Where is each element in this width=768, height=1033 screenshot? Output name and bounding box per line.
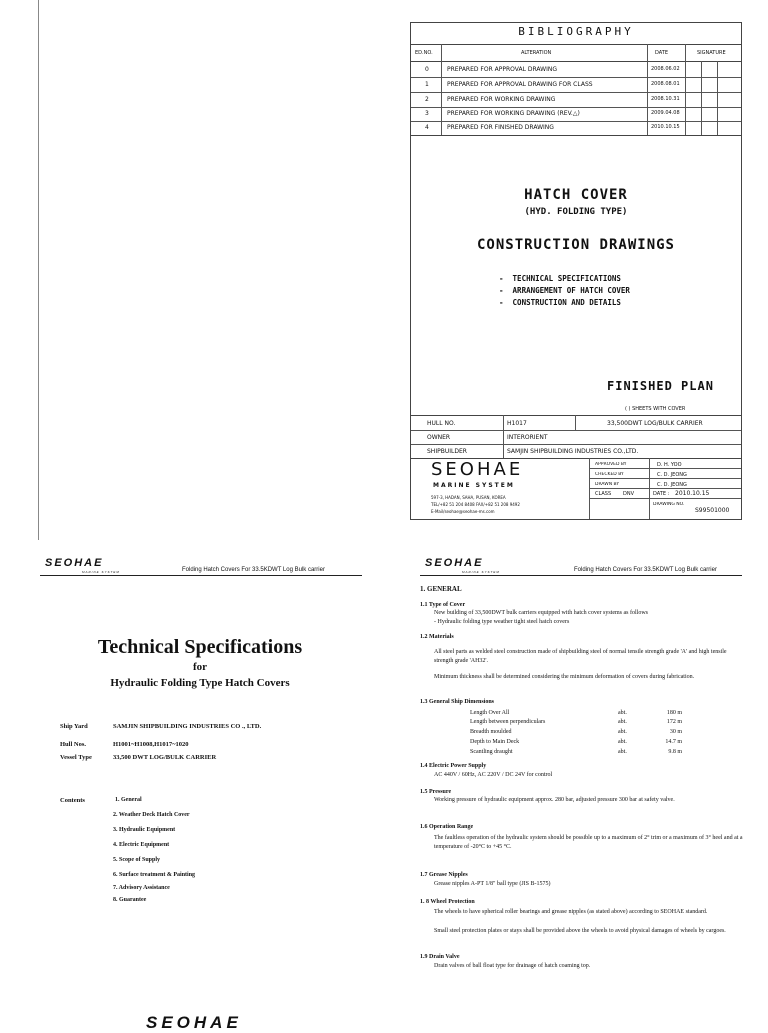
seohae-logo: SEOHAE [431,459,524,480]
paragraph: The faultless operation of the hydraulic system should be possible up to a maximum of 2° trim or a maximum of 3° heel and at a temperature of -20°C to +45 °C. [434,835,743,850]
vessel-description: 33,500DWT LOG/BULK CARRIER [607,420,703,427]
approved-by-value: D. H. YOO [657,462,682,468]
contents-item: 6. Surface treatment & Painting [113,872,196,878]
info-value: H1001~H1008,H1017~1020 [113,741,189,748]
col-header-date: DATE [655,50,669,56]
revision-date: 2008.10.31 [651,96,680,102]
section-heading: 1. GENERAL [420,585,462,593]
dimension-abt: abt. [618,729,627,735]
header-rule [40,575,362,576]
approved-by-label: APPROVED BY [595,462,627,467]
paragraph: - Hydraulic folding type weather tight steel hatch covers [434,619,570,625]
dimension-label: Scantling draught [470,749,513,755]
revision-no: 2 [425,96,429,103]
dimension-label: Breadth moulded [470,729,512,735]
paragraph: Small steel protection plates or stays shall be provided above the wheels to avoid physical damages of wheels by cargoes. [434,928,726,934]
sheet-content-item: - CONSTRUCTION AND DETAILS [499,298,621,307]
contents-item: 7. Advisory Assistance [113,885,170,891]
dimension-value: 180 m [666,710,682,716]
address-line: TEL/+82 51 204 8408 FAX/+82 51 208 9492 [431,502,520,507]
bibliography-title: BIBLIOGRAPHY [518,25,634,38]
class-label: CLASS [595,491,612,497]
paragraph: Drain valves of ball float type for drainage of hatch coaming top. [434,963,591,969]
revision-no: 0 [425,66,429,73]
drawn-by-label: DRAWN BY [595,482,620,487]
contents-item: 3. Hydraulic Equipment [113,827,176,833]
info-label: Vessel Type [60,754,92,761]
dimension-value: 30 m [669,729,682,735]
drawing-main-title: CONSTRUCTION DRAWINGS [476,237,675,253]
dimension-value: 9.8 m [668,749,682,755]
subsection-heading: 1.4 Electric Power Supply [420,763,487,769]
subsection-heading: 1.9 Drain Valve [420,954,460,960]
col-header-alteration: ALTERATION [521,50,552,56]
revision-alteration: PREPARED FOR APPROVAL DRAWING [447,66,558,73]
header-logo-subtitle: MARINE SYSTEM [462,570,500,574]
sheet-content-item: - ARRANGEMENT OF HATCH COVER [499,286,630,295]
sheets-note: ( ) SHEETS WITH COVER [625,406,686,412]
subsection-heading: 1.2 Materials [420,634,454,640]
contents-item: 5. Scope of Supply [113,857,161,863]
drawing-title: HATCH COVER [524,187,628,203]
revision-date: 2009.04.08 [651,110,680,116]
revision-no: 3 [425,110,429,117]
contents-item: 4. Electric Equipment [113,842,170,848]
checked-by-label: CHECKED BY [595,472,624,477]
plan-status: FINISHED PLAN [607,379,714,393]
header-title: Folding Hatch Covers For 33.5KDWT Log Bulk carrier [182,567,325,573]
hull-no-label: HULL NO. [427,420,456,427]
address-line: 597-3, HADAN, SAHA, PUSAN, KOREA [431,495,506,500]
drawn-by-value: C. D. JEONG [657,482,687,488]
seohae-logo-subtitle: MARINE SYSTEM [433,482,515,489]
paragraph: All steel parts as welded steel construction made of shipbuilding steel of normal tensile strength grade 'A' and high tensile strength grade 'AH32'. [434,649,727,664]
drawing-no-value: S99501000 [695,507,730,514]
contents-item: 2. Weather Deck Hatch Cover [113,812,190,818]
paragraph: AC 440V / 60Hz, AC 220V / DC 24V for control [434,772,553,778]
contents-label: Contents [60,797,85,804]
dimension-abt: abt. [618,710,627,716]
revision-no: 1 [425,81,429,88]
footer-logo: SEOHAE [146,1013,242,1032]
subsection-heading: 1.6 Operation Range [420,824,474,830]
paragraph: Minimum thickness shall be determined considering the minimum deformation of covers during fabrication. [434,674,695,680]
subsection-heading: 1. 8 Wheel Protection [420,899,475,905]
info-value: SAMJIN SHIPBUILDING INDUSTRIES CO ., LTD. [113,723,262,730]
header-logo: SEOHAE [425,557,484,569]
sheet-content-item: - TECHNICAL SPECIFICATIONS [499,274,621,283]
spec-for: for [192,661,208,673]
info-label: Ship Yard [60,723,88,730]
spec-title: Technical Specifications [97,636,303,658]
dimension-label: Length Over All [470,710,510,716]
address-line: E-Mail/seohae@seohae-ms.com [431,509,495,514]
shipbuilder-value: SAMJIN SHIPBUILDING INDUSTRIES CO.,LTD. [507,448,639,455]
paragraph: Working pressure of hydraulic equipment approx. 280 bar, adjusted pressure 300 bar at safety valve. [434,797,675,803]
dimension-value: 172 m [666,719,682,725]
dimension-abt: abt. [618,749,627,755]
subsection-heading: 1.7 Grease Nipples [420,872,468,878]
hull-no-value: H1017 [507,420,527,427]
paragraph: The wheels to have spherical roller bearings and grease nipples (as stated above) according to SEOHAE standard. [434,909,708,915]
subsection-heading: 1.1 Type of Cover [420,602,466,608]
owner-value: INTERORIENT [507,434,548,441]
info-value: 33,500 DWT LOG/BULK CARRIER [113,754,217,761]
dimension-abt: abt. [618,719,627,725]
dimension-label: Length between perpendiculars [470,719,546,725]
revision-alteration: PREPARED FOR WORKING DRAWING [447,96,556,103]
owner-label: OWNER [427,434,451,441]
dimension-abt: abt. [618,739,627,745]
contents-item: 1. General [115,797,142,803]
spec-subtitle: Hydraulic Folding Type Hatch Covers [110,677,290,689]
revision-no: 4 [425,124,429,131]
revision-date: 2008.06.02 [651,66,680,72]
subsection-heading: 1.5 Pressure [420,789,452,795]
title-sheet [410,22,742,520]
revision-alteration: PREPARED FOR FINISHED DRAWING [447,124,554,131]
header-title: Folding Hatch Covers For 33.5KDWT Log Bulk carrier [574,567,717,573]
header-logo: SEOHAE [45,557,104,569]
dimension-label: Depth to Main Deck [470,739,520,745]
revision-date: 2008.08.01 [651,81,680,87]
page-margin-line [38,0,39,540]
checked-by-value: C. D. JEONG [657,472,687,478]
paragraph: New building of 33,500DWT bulk carriers equipped with hatch cover systems as follows [434,610,649,616]
revision-alteration: PREPARED FOR APPROVAL DRAWING FOR CLASS [447,81,593,88]
date-label: DATE : [653,491,670,497]
drawing-subtitle: (HYD. FOLDING TYPE) [524,207,628,217]
info-label: Hull Nos. [60,741,87,748]
paragraph: Grease nipples A-PT 1/8" ball type (JIS B-1575) [434,881,551,887]
revision-date: 2010.10.15 [651,124,680,130]
date-value: 2010.10.15 [675,490,710,497]
dimension-value: 14.7 m [665,739,682,745]
drawing-no-label: DRAWING NO. [653,502,685,507]
revision-alteration: PREPARED FOR WORKING DRAWING (REV.△) [447,110,580,117]
col-header-edno: ED.NO. [415,50,433,56]
contents-item: 8. Guarantee [113,897,147,903]
col-header-signature: SIGNATURE [697,50,726,56]
shipbuilder-label: SHIPBUILDER [427,448,467,455]
header-rule [420,575,742,576]
header-logo-subtitle: MARINE SYSTEM [82,570,120,574]
subsection-heading: 1.3 General Ship Dimensions [420,699,495,705]
class-value: DNV [623,491,635,497]
